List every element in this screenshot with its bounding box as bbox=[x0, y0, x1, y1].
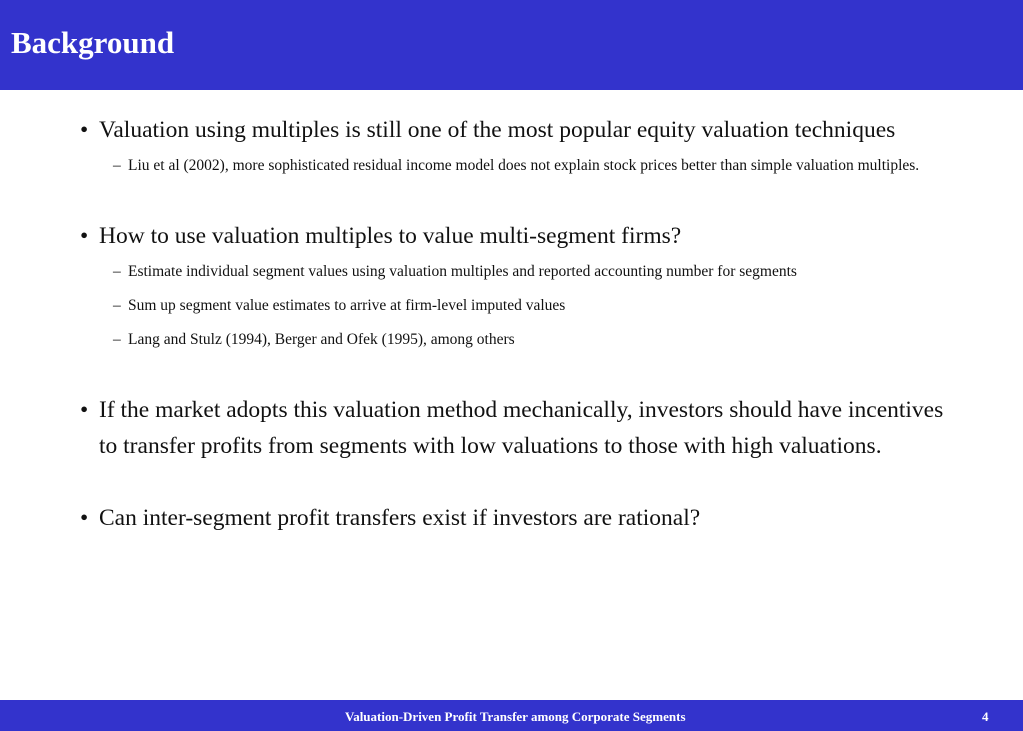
slide-footer bbox=[0, 700, 1023, 731]
sub-bullet-item bbox=[80, 294, 960, 318]
bullet-text: Can inter-segment profit transfers exist if investors are rational? bbox=[99, 505, 701, 531]
sub-bullet-item bbox=[80, 328, 960, 352]
bullet-item bbox=[80, 392, 960, 464]
slide-title: Background bbox=[11, 25, 175, 60]
page-number: 4 bbox=[982, 709, 989, 724]
sub-bullet-item bbox=[80, 260, 960, 284]
bullet-marker: • bbox=[80, 505, 89, 531]
bullet-text: Valuation using multiples is still one of the most popular equity valuation techniques bbox=[99, 117, 896, 143]
bullet-item bbox=[80, 218, 960, 254]
sub-bullet-text: Estimate individual segment values using valuation multiples and reported accounting number for segments bbox=[128, 263, 797, 280]
slide-body bbox=[80, 112, 960, 536]
sub-bullet-list bbox=[80, 154, 960, 178]
sub-bullet-marker: – bbox=[113, 157, 121, 174]
bullet-marker: • bbox=[80, 117, 89, 143]
sub-bullet-item bbox=[80, 154, 960, 178]
sub-bullet-marker: – bbox=[113, 297, 121, 314]
footer-title: Valuation-Driven Profit Transfer among Corporate Segments bbox=[345, 709, 686, 724]
sub-bullet-marker: – bbox=[113, 331, 121, 348]
bullet-marker: • bbox=[80, 397, 89, 423]
slide-header bbox=[0, 0, 1023, 90]
bullet-item bbox=[80, 500, 960, 536]
sub-bullet-marker: – bbox=[113, 263, 121, 280]
bullet-text: If the market adopts this valuation method mechanically, investors should have incentives to transfer profits from segments with low valuations to those with high valuations. bbox=[99, 397, 944, 459]
bullet-item bbox=[80, 112, 960, 148]
sub-bullet-text: Liu et al (2002), more sophisticated residual income model does not explain stock prices better than simple valuation multiples. bbox=[128, 157, 920, 174]
sub-bullet-text: Lang and Stulz (1994), Berger and Ofek (1995), among others bbox=[128, 331, 515, 348]
bullet-text: How to use valuation multiples to value multi-segment firms? bbox=[99, 223, 682, 249]
sub-bullet-text: Sum up segment value estimates to arrive at firm-level imputed values bbox=[128, 297, 566, 314]
bullet-marker: • bbox=[80, 223, 89, 249]
sub-bullet-list bbox=[80, 260, 960, 352]
